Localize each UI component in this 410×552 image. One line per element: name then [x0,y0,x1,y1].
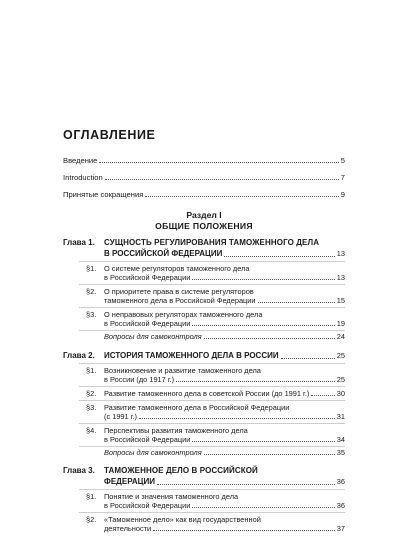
section-number: §2. [86,515,97,524]
section-number: §1. [86,264,97,273]
section-title-line: деятельности [104,524,152,533]
toc-entry-page: 19 [336,319,345,328]
toc-entry-introduction-en[interactable] [63,173,345,182]
section-title-line: в Российской Федерации [104,273,191,282]
section-entry[interactable] [104,319,345,328]
section-number: §3. [86,310,97,319]
divider [79,386,345,387]
leader-dots [105,178,339,180]
leader-dots [192,506,334,508]
section-title-line: Понятие и значения таможенного дела [104,492,239,501]
toc-entry-page: 30 [336,389,345,398]
leader-dots [311,394,334,396]
section-title-line: «Таможенное дело» как вид государственной [104,515,261,524]
section-entry[interactable] [104,412,345,421]
questions-label: Вопросы для самоконтроля [104,332,202,341]
section-number: §3. [86,403,97,412]
divider [79,261,345,262]
section-title-line: О системе регуляторов таможенного дела [104,264,250,273]
leader-dots [192,278,334,280]
section-title-line: в Российской Федерации [104,319,191,328]
leader-dots [281,357,335,359]
toc-entry-page: 37 [336,524,345,533]
chapter-3-entry[interactable] [104,477,345,487]
section-title-line: Перспективы развития таможенного дела [104,426,248,435]
section-number: §4. [86,426,97,435]
leader-dots [258,301,335,303]
toc-entry-page: 24 [336,332,345,341]
chapter-title-line: В РОССИЙСКОЙ ФЕДЕРАЦИИ [104,249,223,258]
toc-heading: ОГЛАВЛЕНИЕ [63,128,156,142]
divider [79,284,345,285]
divider [79,489,345,490]
leader-dots [139,417,335,419]
divider [79,423,345,424]
leader-dots [145,195,338,197]
toc-entry-label: Introduction [63,173,103,182]
section-title-line: О приоритете права в системе регуляторов [104,287,254,296]
toc-entry-page: 13 [336,273,345,282]
leader-dots [153,529,335,531]
chapter-title-line[interactable]: ТАМОЖЕННОЕ ДЕЛО В РОССИЙСКОЙ [104,466,258,475]
toc-entry-page: 5 [340,156,345,165]
chapter-2-entry[interactable] [104,351,345,361]
section-title-line: таможенного дела в Российской Федерации [104,296,256,305]
leader-dots [99,161,338,163]
section-title-line: в Российской Федерации [104,501,191,510]
chapter-title-line: ИСТОРИЯ ТАМОЖЕННОГО ДЕЛА В РОССИИ [104,351,279,360]
questions-entry[interactable] [104,332,345,341]
toc-entry-page: 31 [336,412,345,421]
leader-dots [176,380,335,382]
chapter-title-line: ФЕДЕРАЦИИ [104,477,155,486]
toc-entry-page: 15 [336,296,345,305]
toc-entry-page: 36 [336,477,345,486]
section-entry[interactable] [104,273,345,282]
section-title-line: Развитие таможенного дела в советской России (до 1991 г.) [104,389,310,398]
section-number: §2. [86,287,97,296]
section-entry[interactable] [104,435,345,444]
toc-entry-page: 25 [336,375,345,384]
section-entry[interactable] [104,524,345,533]
chapter-title-line[interactable]: СУЩНОСТЬ РЕГУЛИРОВАНИЯ ТАМОЖЕННОГО ДЕЛА [104,238,320,247]
divider [79,363,345,364]
toc-entry-page: 7 [340,173,345,182]
leader-dots [192,324,334,326]
section-title-line: Возникновение и развитие таможенного дела [104,366,261,375]
section-number: §1. [86,492,97,501]
section-title-line: в России (до 1917 г.) [104,375,175,384]
toc-entry-page: 34 [336,435,345,444]
section-number: §1. [86,366,97,375]
toc-entry-page: 25 [336,351,345,360]
toc-entry-page: 13 [336,249,345,258]
section-number: §2. [86,389,97,398]
chapter-1-entry[interactable] [104,249,345,259]
toc-entry-introduction-ru[interactable] [63,156,345,165]
toc-entry-page: 9 [340,190,345,199]
divider [79,307,345,308]
section-title-line: Развитие таможенного дела в Российской Федерации [104,403,290,412]
section-title-line: О неправовых регуляторах таможенного дела [104,310,263,319]
leader-dots [157,483,335,485]
divider [79,512,345,513]
divider [79,330,345,331]
part-title: ОБЩИЕ ПОЛОЖЕНИЯ [155,221,253,231]
section-title-line: (с 1991 г.) [104,412,138,421]
leader-dots [204,337,335,339]
toc-entry-abbreviations[interactable] [63,190,345,199]
toc-entry-label: Принятые сокращения [63,190,144,199]
section-entry[interactable] [104,375,345,384]
chapter-number: Глава 3. [63,466,95,475]
part-label: Раздел I [186,210,222,220]
leader-dots [204,453,335,455]
toc-entry-label: Введение [63,156,98,165]
chapter-number: Глава 1. [63,238,95,247]
section-title-line: в Российской Федерации [104,435,191,444]
toc-entry-page: 36 [336,501,345,510]
chapter-number: Глава 2. [63,351,95,360]
questions-label: Вопросы для самоконтроля [104,448,202,457]
section-entry[interactable] [104,296,345,305]
toc-entry-page: 35 [336,448,345,457]
leader-dots [192,440,334,442]
section-entry[interactable] [104,501,345,510]
divider [79,400,345,401]
section-entry[interactable] [104,389,345,398]
leader-dots [224,255,334,257]
divider [79,446,345,447]
questions-entry[interactable] [104,448,345,457]
